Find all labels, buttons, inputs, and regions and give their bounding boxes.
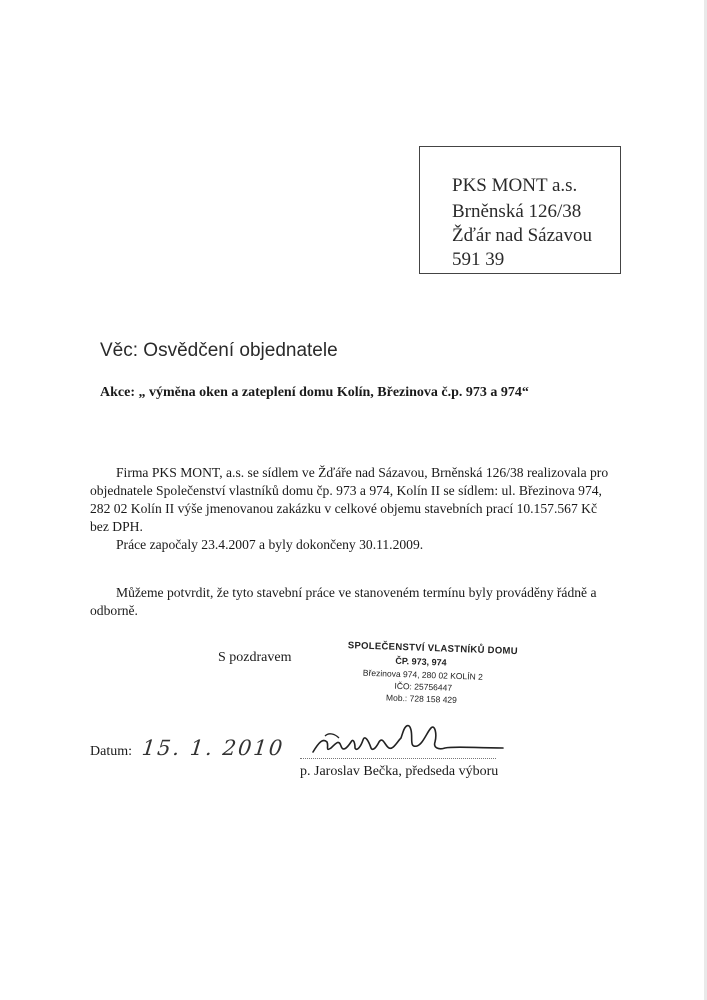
body-paragraph-1-text: Firma PKS MONT, a.s. se sídlem ve Žďáře nad Sázavou, Brněnská 126/38 realizovala pro objednatele Společenství vlastníků domu čp. 973 a 974, Kolín II se sídlem: ul. Březinova 974, 282 02 Kolín II výše jmenovanou zakázku v celkové objemu stavebních prací 10.157.567 Kč bez DPH. bbox=[90, 465, 609, 534]
body-paragraph-2-text: Můžeme potvrdit, že tyto stavební práce ve stanoveném termínu byly prováděny řádně a odborně. bbox=[90, 585, 597, 618]
signature-dotted-line bbox=[300, 758, 496, 759]
recipient-street: Brněnská 126/38 bbox=[452, 201, 582, 222]
action-line: Akce: „ výměna oken a zateplení domu Kolín, Březinova č.p. 973 a 974“ bbox=[100, 385, 529, 400]
body-paragraph-1 bbox=[90, 464, 610, 536]
recipient-city: Žďár nad Sázavou bbox=[452, 225, 592, 246]
body-paragraph-1b-text: Práce započaly 23.4.2007 a byly dokončeny 30.11.2009. bbox=[116, 537, 424, 552]
stamp-line-4: IČO: 25756447 bbox=[394, 680, 453, 693]
handwritten-signature bbox=[305, 712, 515, 772]
stamp-line-5: Mob.: 728 158 429 bbox=[385, 692, 458, 705]
body-paragraph-2 bbox=[90, 584, 610, 620]
recipient-name: PKS MONT a.s. bbox=[452, 175, 578, 196]
body-paragraph-1b bbox=[90, 536, 610, 554]
recipient-address-box bbox=[419, 146, 621, 274]
greeting: S pozdravem bbox=[218, 650, 292, 665]
stamp-line-2: ČP. 973, 974 bbox=[395, 655, 447, 668]
date-label: Datum: bbox=[90, 744, 132, 759]
recipient-postal-code: 591 39 bbox=[452, 249, 505, 270]
association-stamp bbox=[344, 640, 519, 705]
stamp-line-3: Březinova 974, 280 02 KOLÍN 2 bbox=[362, 667, 484, 682]
subject-line: Věc: Osvědčení objednatele bbox=[100, 340, 338, 361]
stamp-line-1: SPOLEČENSTVÍ VLASTNÍKŮ DOMU bbox=[347, 640, 519, 658]
handwritten-date: 15. 1. 2010 bbox=[140, 736, 286, 760]
signatory: p. Jaroslav Bečka, předseda výboru bbox=[300, 764, 499, 779]
